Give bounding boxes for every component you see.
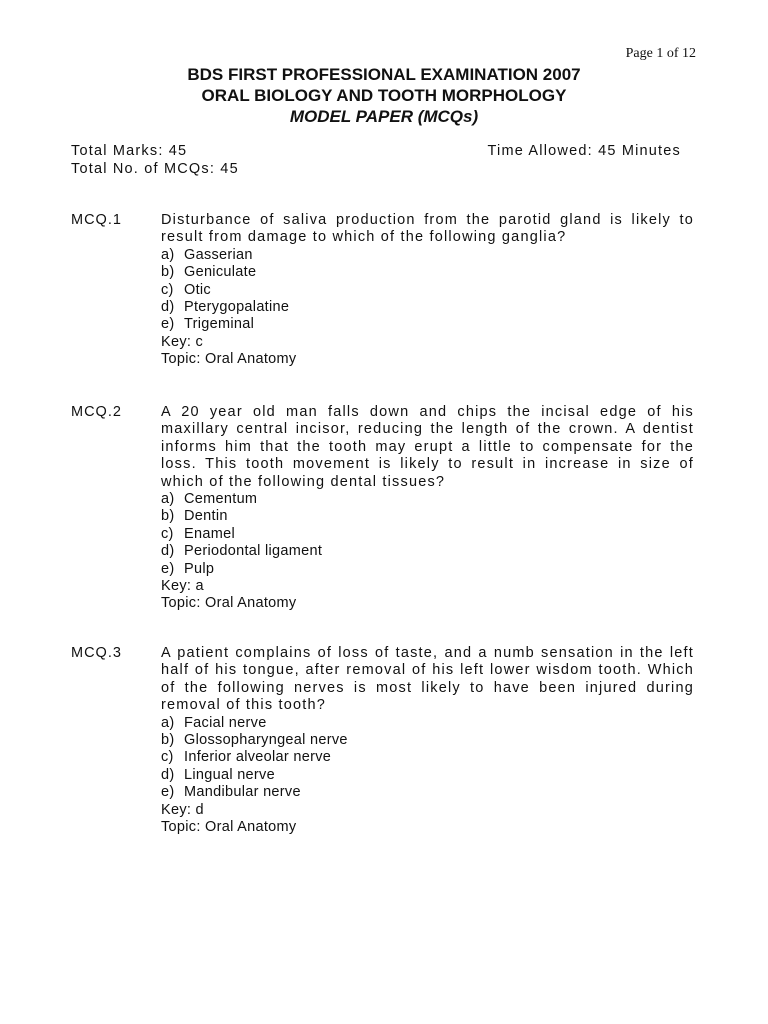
option-e: e) Mandibular nerve [161,784,301,801]
exam-meta [71,142,681,178]
question-number: MCQ.1 [71,212,122,228]
document-header [0,64,768,127]
time-allowed: Time Allowed: 45 Minutes [487,143,681,159]
question-number: MCQ.2 [71,404,122,420]
question-stem: Disturbance of saliva production from the parotid gland is likely to result from damage to which of the following ganglia? [161,212,694,246]
option-b: b) Dentin [161,508,228,525]
question-topic: Topic: Oral Anatomy [161,351,297,368]
option-c: c) Otic [161,281,211,298]
question-topic: Topic: Oral Anatomy [161,819,297,836]
subject-title: ORAL BIOLOGY AND TOOTH MORPHOLOGY [201,86,567,105]
answer-key: Key: d [161,801,204,818]
question-number: MCQ.3 [71,645,122,661]
option-b: b) Glossopharyngeal nerve [161,732,348,749]
paper-subtitle: MODEL PAPER (MCQs) [289,107,479,126]
option-d: d) Lingual nerve [161,766,275,783]
option-a: a) Facial nerve [161,714,267,731]
exam-title: BDS FIRST PROFESSIONAL EXAMINATION 2007 [187,65,581,84]
question-3 [71,645,694,836]
option-a: a) Cementum [161,491,258,508]
option-e: e) Pulp [161,560,215,577]
total-mcqs: Total No. of MCQs: 45 [71,161,239,177]
question-stem: A patient complains of loss of taste, and a numb sensation in the left half of his tongue, after removal of his left lower wisdom tooth. Which of the following nerves is most likely to have been injured during removal of this tooth? [161,645,694,714]
question-stem: A 20 year old man falls down and chips the incisal edge of his maxillary central incisor, reducing the length of the crown. A dentist informs him that the tooth may erupt a little to compensate for the loss. This tooth movement is likely to result in increase in size of which of the following dental tissues? [161,404,694,490]
option-a: a) Gasserian [161,246,253,263]
total-marks: Total Marks: 45 [71,143,188,159]
option-d: d) Periodontal ligament [161,543,323,560]
question-2 [71,404,694,613]
question-1 [71,212,694,369]
question-topic: Topic: Oral Anatomy [161,595,297,612]
option-c: c) Enamel [161,525,235,542]
option-d: d) Pterygopalatine [161,299,290,316]
option-e: e) Trigeminal [161,316,255,333]
option-b: b) Geniculate [161,264,257,281]
answer-key: Key: c [161,333,204,350]
answer-key: Key: a [161,578,204,595]
option-c: c) Inferior alveolar nerve [161,749,332,766]
page-number: Page 1 of 12 [625,46,696,61]
